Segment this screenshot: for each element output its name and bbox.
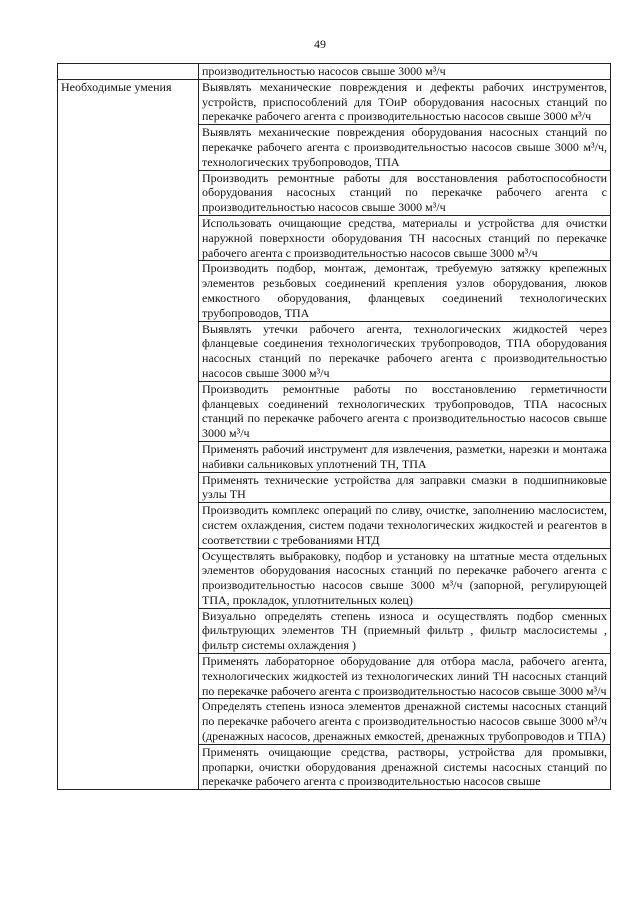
skill-text: Визуально определять степень износа и осуществлять подбор сменных фильтрующих элементов ТН (приемный фильтр , фильтр маслосистемы , фильтр системы охлаждения ) [202, 608, 607, 653]
skill-cell [199, 261, 611, 321]
competency-table [57, 63, 611, 790]
page-number: 49 [314, 37, 326, 51]
skill-text: Применять очищающие средства, растворы, устройства для промывки, пропарки, очистки оборудования дренажной системы насосных станций по перекачке рабочего агента с производительностью насосов свыше [202, 744, 607, 789]
table-cell-continued-text [199, 64, 611, 80]
skill-cell [199, 321, 611, 381]
skill-text: Выявлять механические повреждения оборудования насосных станций по перекачке рабочего агента с производительностью насосов свыше 3000 м³/ч, технологических трубопроводов, ТПА [202, 125, 607, 169]
skill-text: Использовать очищающие средства, материалы и устройства для очистки наружной поверхности оборудования ТН насосных станций по перекачке рабочего агента с производительностью насосов свыше 3000 м³/ч [202, 215, 607, 260]
table-row [58, 79, 611, 124]
skill-cell [199, 441, 611, 472]
table-row [58, 64, 611, 80]
skill-text: Производить комплекс операций по сливу, очистке, заполнению маслосистем, систем охлаждения, систем подачи технологических жидкостей и реагентов в соответствии с требованиями НТД [202, 503, 607, 547]
skill-cell [199, 215, 611, 260]
skill-text: Определять степень износа элементов дренажной системы насосных станций по перекачке рабочего агента с производительностью насосов свыше 3000 м³/ч (дренажных насосов, дренажных емкостей, дренажных трубопроводов и ТПА) [202, 699, 607, 744]
skill-cell-cut [199, 744, 611, 789]
empty-label-cell [58, 64, 199, 80]
skill-cell [199, 503, 611, 548]
cut-off-wrapper [202, 745, 607, 789]
section-label-cell [58, 79, 199, 789]
skill-text: Применять рабочий инструмент для извлечения, разметки, нарезки и монтажа набивки сальниковых уплотнений ТН, ТПА [202, 441, 607, 471]
skill-text: Применять технические устройства для заправки смазки в подшипниковые узлы ТН [202, 472, 607, 502]
skill-cell [199, 608, 611, 653]
skill-cell [199, 472, 611, 503]
skill-text: Производить ремонтные работы по восстановлению герметичности фланцевых соединений технологических трубопроводов, ТПА насосных станций по перекачке рабочего агента с производительностью насосов свыше 3000 м³/ч [202, 381, 607, 441]
skill-cell [199, 125, 611, 170]
skill-cell [199, 79, 611, 124]
section-label: Необходимые умения [61, 79, 172, 94]
skill-cell [199, 699, 611, 744]
skill-text: Выявлять утечки рабочего агента, технологических жидкостей через фланцевые соединения технологических трубопроводов, ТПА оборудования насосных станций по перекачке рабочего агента с производительностью насосов свыше 3000 м³/ч [202, 321, 607, 380]
skill-cell [199, 170, 611, 215]
continued-text: производительностью насосов свыше 3000 м³/ч [202, 64, 446, 78]
skill-cell [199, 548, 611, 608]
skill-cell [199, 654, 611, 699]
skill-cell [199, 381, 611, 441]
skill-text: Применять лабораторное оборудование для отбора масла, рабочего агента, технологических жидкостей из технологических линий ТН насосных станций по перекачке рабочего агента с производительностью насосов свыше 3000 м³/ч [202, 654, 607, 698]
skill-text: Выявлять механические повреждения и дефекты рабочих инструментов, устройств, приспособлений для ТОиР оборудования насосных станций по перекачке рабочего агента с производительностью насосов свыше 3000 м³/ч [202, 79, 607, 124]
skill-text: Осуществлять выбраковку, подбор и установку на штатные места отдельных элементов оборудования насосных станций по перекачке рабочего агента с производительностью насосов свыше 3000 м³/ч (запорной, регулирующей ТПА, прокладок, уплотнительных колец) [202, 548, 607, 607]
skill-text: Производить подбор, монтаж, демонтаж, требуемую затяжку крепежных элементов резьбовых соединений крепления узлов оборудования, люков емкостного оборудования, фланцевых соединений технологических трубопроводов, ТПА [202, 261, 607, 320]
skill-text: Производить ремонтные работы для восстановления работоспособности оборудования насосных станций по перекачке рабочего агента с производительностью насосов свыше 3000 м³/ч [202, 170, 607, 215]
